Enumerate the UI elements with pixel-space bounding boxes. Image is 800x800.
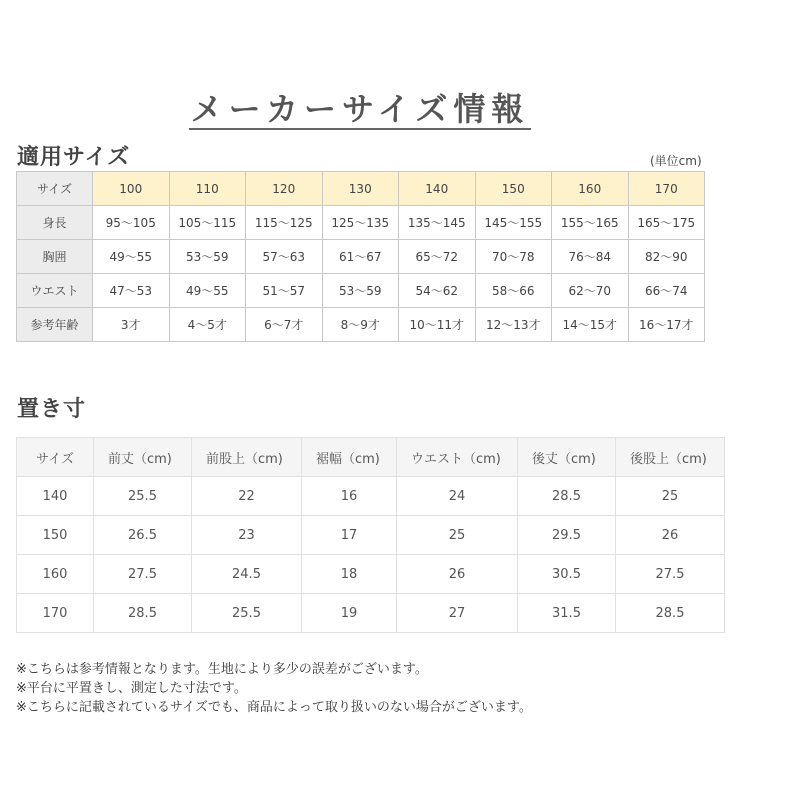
column-header: サイズ (17, 438, 94, 477)
table-cell: 16～17才 (628, 308, 705, 342)
notes (16, 660, 532, 717)
table-cell: 28.5 (616, 594, 725, 633)
table-cell: 145～155 (475, 206, 552, 240)
table-cell: 54～62 (399, 274, 476, 308)
table-cell: 24 (397, 477, 518, 516)
table-row (17, 240, 705, 274)
table-row (17, 308, 705, 342)
table-cell: 16 (302, 477, 397, 516)
size-header-cell: 150 (475, 172, 552, 206)
table-cell: 8～9才 (322, 308, 399, 342)
column-header: 後丈（cm) (518, 438, 616, 477)
column-header: ウエスト（cm) (397, 438, 518, 477)
size-header-cell: 160 (552, 172, 629, 206)
page-title: メーカーサイズ情報 (190, 90, 530, 128)
row-header: ウエスト (17, 274, 93, 308)
column-header: 裾幅（cm) (302, 438, 397, 477)
table-cell: 140 (17, 477, 94, 516)
table-row (17, 477, 725, 516)
table-cell: 170 (17, 594, 94, 633)
table-cell: 27.5 (616, 555, 725, 594)
table-cell: 27 (397, 594, 518, 633)
note: ※こちらに記載されているサイズでも、商品によって取り扱いのない場合がございます。 (16, 700, 532, 715)
size-header-cell: 140 (399, 172, 476, 206)
table-cell: 30.5 (518, 555, 616, 594)
table-cell: 53～59 (322, 274, 399, 308)
table-cell: 53～59 (169, 240, 246, 274)
table-cell: 49～55 (169, 274, 246, 308)
table-cell: 3才 (93, 308, 170, 342)
title-underline (189, 128, 531, 130)
table-cell: 66～74 (628, 274, 705, 308)
table-cell: 25.5 (94, 477, 192, 516)
table-cell: 26 (397, 555, 518, 594)
flat-measure-heading: 置き寸 (17, 397, 87, 422)
table-cell: 4～5才 (169, 308, 246, 342)
applicable-size-table (16, 171, 705, 342)
table-cell: 105～115 (169, 206, 246, 240)
table-cell: 26.5 (94, 516, 192, 555)
table-cell: 65～72 (399, 240, 476, 274)
row-header: サイズ (17, 172, 93, 206)
table-cell: 25 (616, 477, 725, 516)
note: ※こちらは参考情報となります。生地により多少の誤差がございます。 (16, 662, 428, 677)
table-cell: 31.5 (518, 594, 616, 633)
note: ※平台に平置きし、測定した寸法です。 (16, 681, 247, 696)
table-cell: 62～70 (552, 274, 629, 308)
table-cell: 25 (397, 516, 518, 555)
table-row (17, 206, 705, 240)
size-header-cell: 120 (246, 172, 323, 206)
table-cell: 25.5 (192, 594, 302, 633)
row-header: 胸囲 (17, 240, 93, 274)
table-cell: 24.5 (192, 555, 302, 594)
table-cell: 14～15才 (552, 308, 629, 342)
applicable-size-heading: 適用サイズ (17, 145, 131, 170)
size-header-cell: 100 (93, 172, 170, 206)
table-cell: 115～125 (246, 206, 323, 240)
table-header-row (17, 438, 725, 477)
table-cell: 23 (192, 516, 302, 555)
size-header-cell: 170 (628, 172, 705, 206)
table-cell: 6～7才 (246, 308, 323, 342)
table-cell: 58～66 (475, 274, 552, 308)
table-cell: 76～84 (552, 240, 629, 274)
size-header-cell: 110 (169, 172, 246, 206)
column-header: 後股上（cm) (616, 438, 725, 477)
table-cell: 22 (192, 477, 302, 516)
column-header: 前丈（cm) (94, 438, 192, 477)
table-row (17, 274, 705, 308)
table-cell: 27.5 (94, 555, 192, 594)
table-cell: 57～63 (246, 240, 323, 274)
column-header: 前股上（cm) (192, 438, 302, 477)
table-cell: 155～165 (552, 206, 629, 240)
table-cell: 19 (302, 594, 397, 633)
table-cell: 70～78 (475, 240, 552, 274)
unit-label: (単位cm) (650, 154, 702, 168)
table-cell: 160 (17, 555, 94, 594)
table-cell: 17 (302, 516, 397, 555)
flat-measure-table (16, 437, 725, 633)
table-row (17, 594, 725, 633)
table-cell: 47～53 (93, 274, 170, 308)
table-cell: 135～145 (399, 206, 476, 240)
table-cell: 18 (302, 555, 397, 594)
table-cell: 29.5 (518, 516, 616, 555)
table-cell: 49～55 (93, 240, 170, 274)
size-header-cell: 130 (322, 172, 399, 206)
table-cell: 10～11才 (399, 308, 476, 342)
row-header: 身長 (17, 206, 93, 240)
table-row (17, 555, 725, 594)
table-cell: 125～135 (322, 206, 399, 240)
row-header: 参考年齢 (17, 308, 93, 342)
table-cell: 28.5 (94, 594, 192, 633)
table-row (17, 516, 725, 555)
table-cell: 28.5 (518, 477, 616, 516)
table-cell: 26 (616, 516, 725, 555)
table-cell: 95～105 (93, 206, 170, 240)
table-cell: 82～90 (628, 240, 705, 274)
table-cell: 51～57 (246, 274, 323, 308)
table-cell: 150 (17, 516, 94, 555)
table-header-row (17, 172, 705, 206)
table-cell: 12～13才 (475, 308, 552, 342)
table-cell: 61～67 (322, 240, 399, 274)
table-cell: 165～175 (628, 206, 705, 240)
